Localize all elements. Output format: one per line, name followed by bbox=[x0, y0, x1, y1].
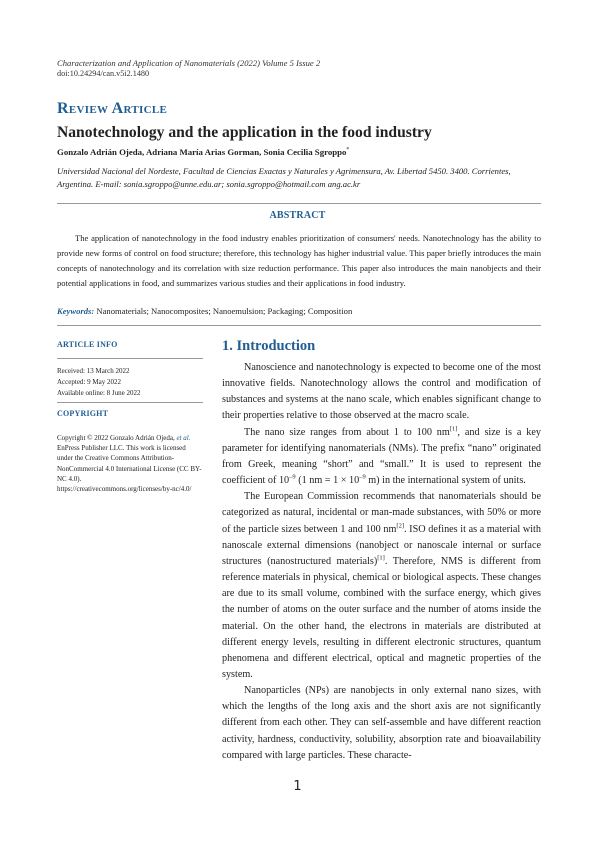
affiliation: Universidad Nacional del Nordeste, Facultad de Ciencias Exactas y Naturales y Agrimensura, Av. Libertad 5450. 3400. Corrientes, Argentina. E-mail: sonia.sgroppo@unne.edu.ar; sonia.sgroppo@hotmail.com ang.ac.kr bbox=[57, 166, 511, 189]
author-names: Gonzalo Adrián Ojeda, Adriana María Arias Gorman, Sonia Cecilia Sgroppo bbox=[57, 147, 347, 157]
copyright-holder: Copyright © 2022 Gonzalo Adrián Ojeda, bbox=[57, 434, 177, 442]
introduction-body bbox=[222, 360, 541, 764]
copyright-rule bbox=[57, 402, 203, 403]
copyright-et-al: et al. bbox=[176, 434, 191, 442]
divider-top bbox=[57, 203, 541, 204]
intro-p3-text: . Therefore, NMS is different from reference materials in physical, chemical or biological aspects. These changes are due to its small volume, combined with the surface energy, which gives the number of atoms on the outer surface and the number of atoms inside the material. On the other hand, the electrons in materials are distributed at different energy levels, resulting in different electronic structures, quantum phenomena and different electrical, optical and magnetic properties of the system. bbox=[222, 555, 541, 680]
exponent: –9 bbox=[359, 473, 366, 481]
copyright-heading: COPYRIGHT bbox=[57, 409, 109, 418]
section-heading-introduction: 1. Introduction bbox=[222, 338, 316, 354]
available-date: Available online: 8 June 2022 bbox=[57, 389, 141, 397]
paper-title: Nanotechnology and the application in the food industry bbox=[57, 124, 432, 141]
intro-p3-text: The European Commission recommends that nanomaterials should be categorized as natural, incidental or man-made substances, with 50% or more of the particle sizes between 1 and 100 nm bbox=[222, 491, 541, 535]
corresponding-author-mark: * bbox=[346, 147, 350, 154]
article-info-rule bbox=[57, 358, 203, 359]
intro-paragraph-1: Nanoscience and nanotechnology is expected to become one of the most innovative fields. Nanotechnology allows the control and modification of substances and systems at the nano scale, which enables significant change to their properties relative to those observed at the macro scale. bbox=[222, 362, 541, 422]
license-url[interactable]: https://creativecommons.org/licenses/by-nc/4.0/ bbox=[57, 485, 192, 494]
abstract-text: The application of nanotechnology in the food industry enables prioritization of consumers' needs. Nanotechnology has the ability to provide new forms of control on food structure; therefore, this technology has higher industrial value. This paper briefly introduces the main concepts of nanotechnology and its correlation with size reduction performance. This paper also introduces the main nanobjects and their potential applications in food, and summarizes various studies and their applications in food industry. bbox=[57, 233, 541, 288]
intro-paragraph-2 bbox=[222, 425, 541, 490]
received-date: Received: 13 March 2022 bbox=[57, 367, 130, 375]
intro-p3-text: . ISO defines it as a material with nanoscale external dimensions (nanobject or nanoscale internal or surface structures (nanostructured materials) bbox=[222, 523, 541, 567]
exponent: –9 bbox=[289, 473, 296, 481]
article-info-heading: ARTICLE INFO bbox=[57, 340, 118, 349]
citation-ref[interactable]: [2] bbox=[396, 522, 404, 530]
keywords bbox=[57, 306, 541, 316]
intro-p2-text: , and size is a key parameter for identifying nanomaterials (NMs). The prefix “nano” originated from Greek, meaning “short” and “small.” It is used to represent the coefficient of 10 bbox=[222, 426, 541, 487]
page-number: 1 bbox=[293, 779, 302, 794]
copyright-block bbox=[57, 433, 203, 494]
citation-ref[interactable]: [1] bbox=[377, 554, 385, 562]
article-type: Review Article bbox=[57, 100, 168, 117]
author-list bbox=[57, 147, 349, 157]
divider-abstract bbox=[57, 325, 541, 326]
intro-p2-text: (1 nm = 1 × 10 bbox=[295, 475, 360, 487]
intro-paragraph-4: Nanoparticles (NPs) are nanobjects in only external nano sizes, with which the lengths of the long axis and the short axis are not significantly different from each other. They can self-assemble and have different reaction activity, hardness, conductivity, solubility, absorption rate and bioavailability compared with large particles. These characte- bbox=[222, 685, 541, 761]
intro-paragraph-3 bbox=[222, 489, 541, 683]
keywords-list: Nanomaterials; Nanocomposites; Nanoemulsion; Packaging; Composition bbox=[96, 306, 353, 316]
journal-citation: Characterization and Application of Nanomaterials (2022) Volume 5 Issue 2 bbox=[57, 58, 321, 68]
doi[interactable]: doi:10.24294/can.v5i2.1480 bbox=[57, 69, 150, 78]
intro-p2-text: m) in the international system of units. bbox=[365, 475, 526, 487]
abstract-heading: ABSTRACT bbox=[269, 210, 326, 221]
accepted-date: Accepted: 9 May 2022 bbox=[57, 378, 121, 386]
citation-ref[interactable]: [1] bbox=[449, 425, 458, 433]
intro-p2-text: The nano size ranges from about 1 to 100 nm bbox=[244, 426, 450, 438]
license-text: EnPress Publisher LLC. This work is licensed under the Creative Commons Attribution-NonCommercial 4.0 International License (CC BY-NC 4.0). bbox=[57, 444, 202, 483]
keywords-label: Keywords: bbox=[57, 306, 95, 316]
